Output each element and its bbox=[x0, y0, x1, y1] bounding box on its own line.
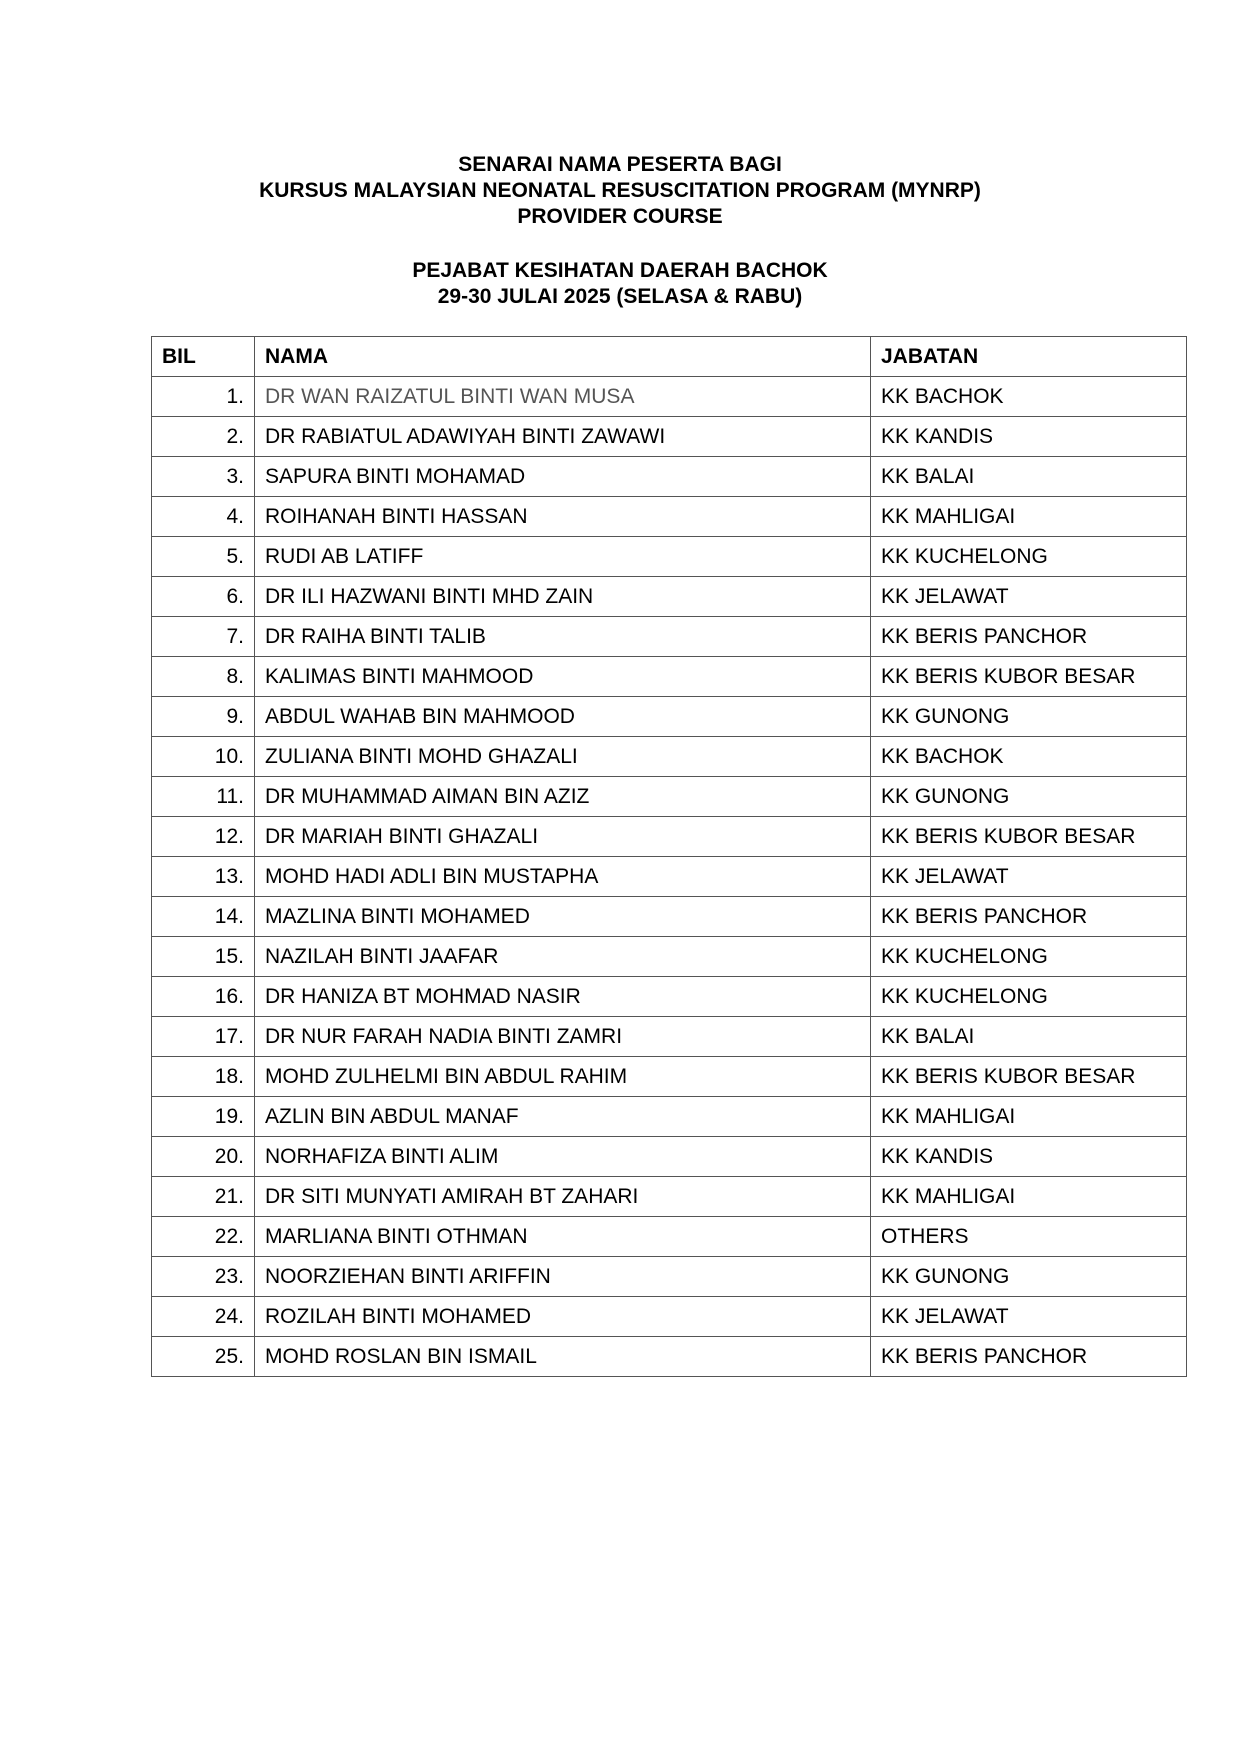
table-row bbox=[152, 737, 1187, 777]
table-row bbox=[152, 1097, 1187, 1137]
row-nama: MARLIANA BINTI OTHMAN bbox=[255, 1217, 871, 1257]
row-jabatan: KK BERIS PANCHOR bbox=[871, 897, 1187, 937]
row-nama: DR HANIZA BT MOHMAD NASIR bbox=[255, 977, 871, 1017]
table-row bbox=[152, 697, 1187, 737]
row-bil: 11. bbox=[152, 777, 255, 817]
row-jabatan: KK BERIS KUBOR BESAR bbox=[871, 817, 1187, 857]
office-name: PEJABAT KESIHATAN DAERAH BACHOK bbox=[412, 259, 828, 282]
row-nama: MAZLINA BINTI MOHAMED bbox=[255, 897, 871, 937]
header-jabatan: JABATAN bbox=[871, 337, 1187, 377]
row-nama: NAZILAH BINTI JAAFAR bbox=[255, 937, 871, 977]
row-jabatan: KK KUCHELONG bbox=[871, 937, 1187, 977]
row-nama: RUDI AB LATIFF bbox=[255, 537, 871, 577]
office-heading bbox=[0, 258, 1240, 310]
table-row bbox=[152, 457, 1187, 497]
table-row bbox=[152, 657, 1187, 697]
table-row bbox=[152, 417, 1187, 457]
row-nama: NOORZIEHAN BINTI ARIFFIN bbox=[255, 1257, 871, 1297]
row-bil: 14. bbox=[152, 897, 255, 937]
table-row bbox=[152, 1217, 1187, 1257]
row-jabatan: KK KUCHELONG bbox=[871, 977, 1187, 1017]
row-nama: DR RABIATUL ADAWIYAH BINTI ZAWAWI bbox=[255, 417, 871, 457]
heading-line-3: PROVIDER COURSE bbox=[517, 205, 723, 228]
row-jabatan: KK GUNONG bbox=[871, 1257, 1187, 1297]
row-bil: 20. bbox=[152, 1137, 255, 1177]
row-jabatan: KK MAHLIGAI bbox=[871, 1097, 1187, 1137]
row-nama: KALIMAS BINTI MAHMOOD bbox=[255, 657, 871, 697]
row-bil: 3. bbox=[152, 457, 255, 497]
row-nama: DR MARIAH BINTI GHAZALI bbox=[255, 817, 871, 857]
row-bil: 25. bbox=[152, 1337, 255, 1377]
row-nama: ZULIANA BINTI MOHD GHAZALI bbox=[255, 737, 871, 777]
row-bil: 23. bbox=[152, 1257, 255, 1297]
row-jabatan: KK JELAWAT bbox=[871, 1297, 1187, 1337]
row-bil: 5. bbox=[152, 537, 255, 577]
table-row bbox=[152, 497, 1187, 537]
row-nama: ROZILAH BINTI MOHAMED bbox=[255, 1297, 871, 1337]
heading-line-2: KURSUS MALAYSIAN NEONATAL RESUSCITATION PROGRAM (MYNRP) bbox=[259, 179, 981, 202]
table-row bbox=[152, 817, 1187, 857]
table-row bbox=[152, 977, 1187, 1017]
table-row bbox=[152, 377, 1187, 417]
table-row bbox=[152, 1257, 1187, 1297]
row-nama: DR SITI MUNYATI AMIRAH BT ZAHARI bbox=[255, 1177, 871, 1217]
row-bil: 16. bbox=[152, 977, 255, 1017]
row-bil: 22. bbox=[152, 1217, 255, 1257]
row-bil: 10. bbox=[152, 737, 255, 777]
table-row bbox=[152, 1177, 1187, 1217]
row-nama: DR RAIHA BINTI TALIB bbox=[255, 617, 871, 657]
row-jabatan: KK BERIS PANCHOR bbox=[871, 1337, 1187, 1377]
row-bil: 8. bbox=[152, 657, 255, 697]
row-jabatan: KK BERIS KUBOR BESAR bbox=[871, 1057, 1187, 1097]
table-row bbox=[152, 1337, 1187, 1377]
row-bil: 9. bbox=[152, 697, 255, 737]
row-bil: 15. bbox=[152, 937, 255, 977]
row-jabatan: KK BACHOK bbox=[871, 377, 1187, 417]
row-bil: 19. bbox=[152, 1097, 255, 1137]
table-body bbox=[152, 377, 1187, 1377]
row-jabatan: OTHERS bbox=[871, 1217, 1187, 1257]
row-nama: DR MUHAMMAD AIMAN BIN AZIZ bbox=[255, 777, 871, 817]
row-bil: 4. bbox=[152, 497, 255, 537]
heading-line-1: SENARAI NAMA PESERTA BAGI bbox=[458, 153, 782, 176]
header-row bbox=[152, 337, 1187, 377]
row-jabatan: KK KANDIS bbox=[871, 1137, 1187, 1177]
row-nama: DR ILI HAZWANI BINTI MHD ZAIN bbox=[255, 577, 871, 617]
row-bil: 2. bbox=[152, 417, 255, 457]
row-nama: MOHD ROSLAN BIN ISMAIL bbox=[255, 1337, 871, 1377]
row-jabatan: KK JELAWAT bbox=[871, 577, 1187, 617]
row-bil: 21. bbox=[152, 1177, 255, 1217]
table-row bbox=[152, 937, 1187, 977]
header-nama: NAMA bbox=[255, 337, 871, 377]
table-row bbox=[152, 1017, 1187, 1057]
row-jabatan: KK MAHLIGAI bbox=[871, 1177, 1187, 1217]
row-nama: NORHAFIZA BINTI ALIM bbox=[255, 1137, 871, 1177]
row-bil: 24. bbox=[152, 1297, 255, 1337]
row-nama: SAPURA BINTI MOHAMAD bbox=[255, 457, 871, 497]
table-row bbox=[152, 897, 1187, 937]
row-bil: 7. bbox=[152, 617, 255, 657]
row-nama: ABDUL WAHAB BIN MAHMOOD bbox=[255, 697, 871, 737]
row-jabatan: KK KANDIS bbox=[871, 417, 1187, 457]
course-date: 29-30 JULAI 2025 (SELASA & RABU) bbox=[437, 285, 803, 308]
row-jabatan: KK MAHLIGAI bbox=[871, 497, 1187, 537]
table-row bbox=[152, 617, 1187, 657]
row-jabatan: KK JELAWAT bbox=[871, 857, 1187, 897]
row-jabatan: KK KUCHELONG bbox=[871, 537, 1187, 577]
document-heading bbox=[0, 152, 1240, 230]
row-bil: 1. bbox=[152, 377, 255, 417]
row-bil: 18. bbox=[152, 1057, 255, 1097]
table-row bbox=[152, 1057, 1187, 1097]
header-bil: BIL bbox=[152, 337, 255, 377]
table-row bbox=[152, 857, 1187, 897]
row-jabatan: KK BALAI bbox=[871, 1017, 1187, 1057]
row-bil: 17. bbox=[152, 1017, 255, 1057]
participants-table bbox=[151, 336, 1187, 1377]
table-header bbox=[152, 337, 1187, 377]
row-bil: 6. bbox=[152, 577, 255, 617]
row-jabatan: KK BACHOK bbox=[871, 737, 1187, 777]
row-jabatan: KK GUNONG bbox=[871, 697, 1187, 737]
row-nama: ROIHANAH BINTI HASSAN bbox=[255, 497, 871, 537]
table-row bbox=[152, 1297, 1187, 1337]
row-nama: DR WAN RAIZATUL BINTI WAN MUSA bbox=[255, 377, 871, 417]
row-jabatan: KK BERIS KUBOR BESAR bbox=[871, 657, 1187, 697]
row-jabatan: KK BALAI bbox=[871, 457, 1187, 497]
row-bil: 13. bbox=[152, 857, 255, 897]
row-nama: MOHD HADI ADLI BIN MUSTAPHA bbox=[255, 857, 871, 897]
table-row bbox=[152, 577, 1187, 617]
table-row bbox=[152, 1137, 1187, 1177]
row-nama: DR NUR FARAH NADIA BINTI ZAMRI bbox=[255, 1017, 871, 1057]
table-row bbox=[152, 537, 1187, 577]
row-nama: MOHD ZULHELMI BIN ABDUL RAHIM bbox=[255, 1057, 871, 1097]
table-row bbox=[152, 777, 1187, 817]
row-nama: AZLIN BIN ABDUL MANAF bbox=[255, 1097, 871, 1137]
row-jabatan: KK GUNONG bbox=[871, 777, 1187, 817]
row-jabatan: KK BERIS PANCHOR bbox=[871, 617, 1187, 657]
row-bil: 12. bbox=[152, 817, 255, 857]
